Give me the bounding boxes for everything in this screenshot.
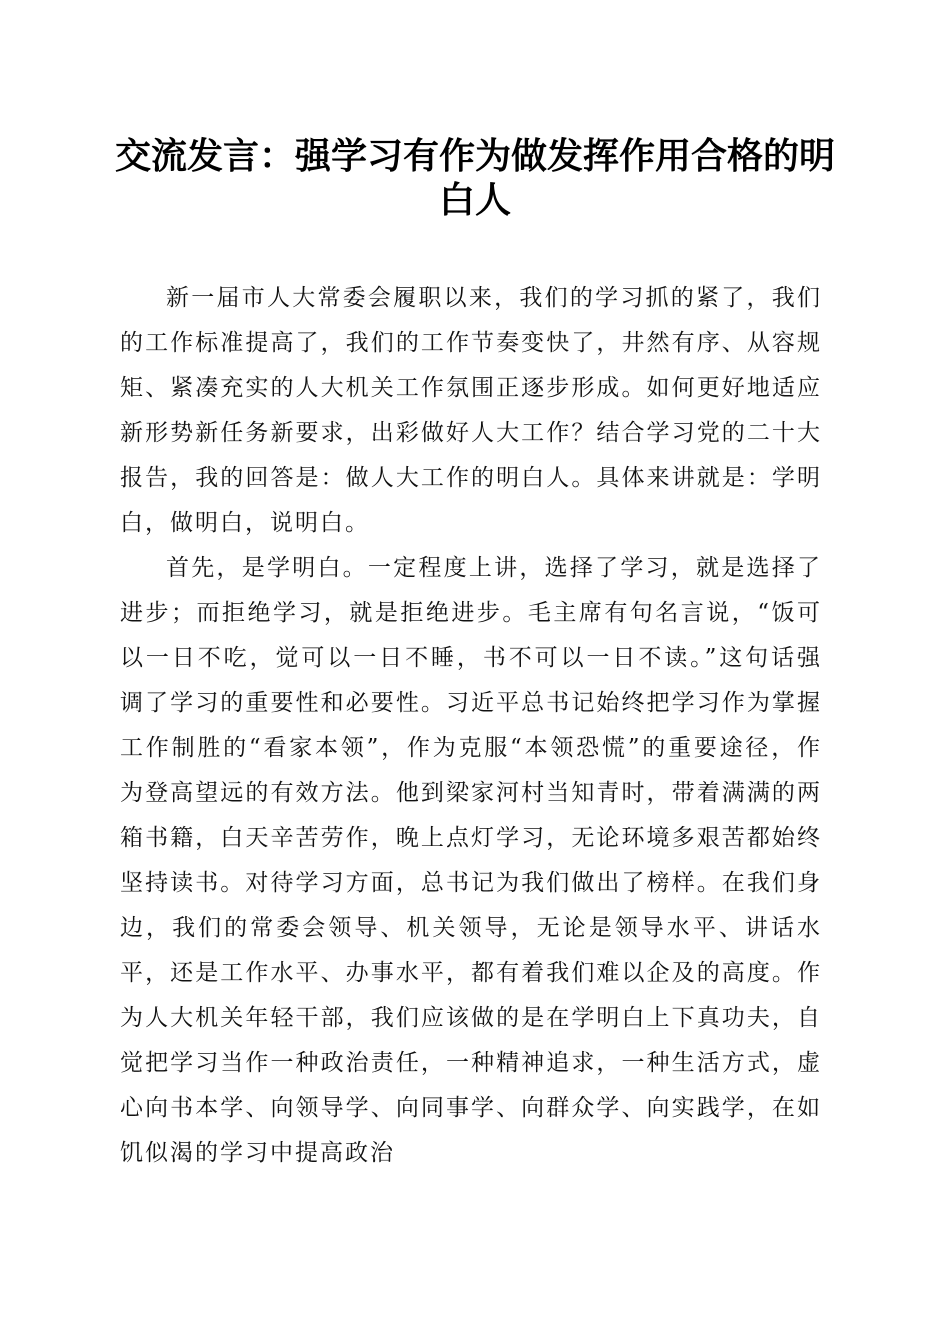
- document-title: 交流发言：强学习有作为做发挥作用合格的明白人: [114, 135, 835, 221]
- paragraph-intro: 新一届市人大常委会履职以来，我们的学习抓的紧了，我们的工作标准提高了，我们的工作节奏变快了，井然有序、从容规矩、紧凑充实的人大机关工作氛围正逐步形成。如何更好地适应新形势新任务新要求，出彩做好人大工作？结合学习党的二十大报告，我的回答是：做人大工作的明白人。具体来讲就是：学明白，做明白，说明白。: [120, 285, 822, 536]
- paragraph-learn-clearly: 首先，是学明白。一定程度上讲，选择了学习，就是选择了进步；而拒绝学习，就是拒绝进步。毛主席有句名言说，“饭可以一日不吃，觉可以一日不睡，书不可以一日不读。”这句话强调了学习的重要性和必要性。习近平总书记始终把学习作为掌握工作制胜的“看家本领”，作为克服“本领恐慌”的重要途径，作为登高望远的有效方法。他到梁家河村当知青时，带着满满的两箱书籍，白天辛苦劳作，晚上点灯学习，无论环境多艰苦都始终坚持读书。对待学习方面，总书记为我们做出了榜样。在我们身边，我们的常委会领导、机关领导，无论是领导水平、讲话水平，还是工作水平、办事水平，都有着我们难以企及的高度。作为人大机关年轻干部，我们应该做的是在学明白上下真功夫，自觉把学习当作一种政治责任，一种精神追求，一种生活方式，虚心向书本学、向领导学、向同事学、向群众学、向实践学，在如饥似渴的学习中提高政治: [120, 555, 822, 1166]
- document-body: [120, 276, 822, 1176]
